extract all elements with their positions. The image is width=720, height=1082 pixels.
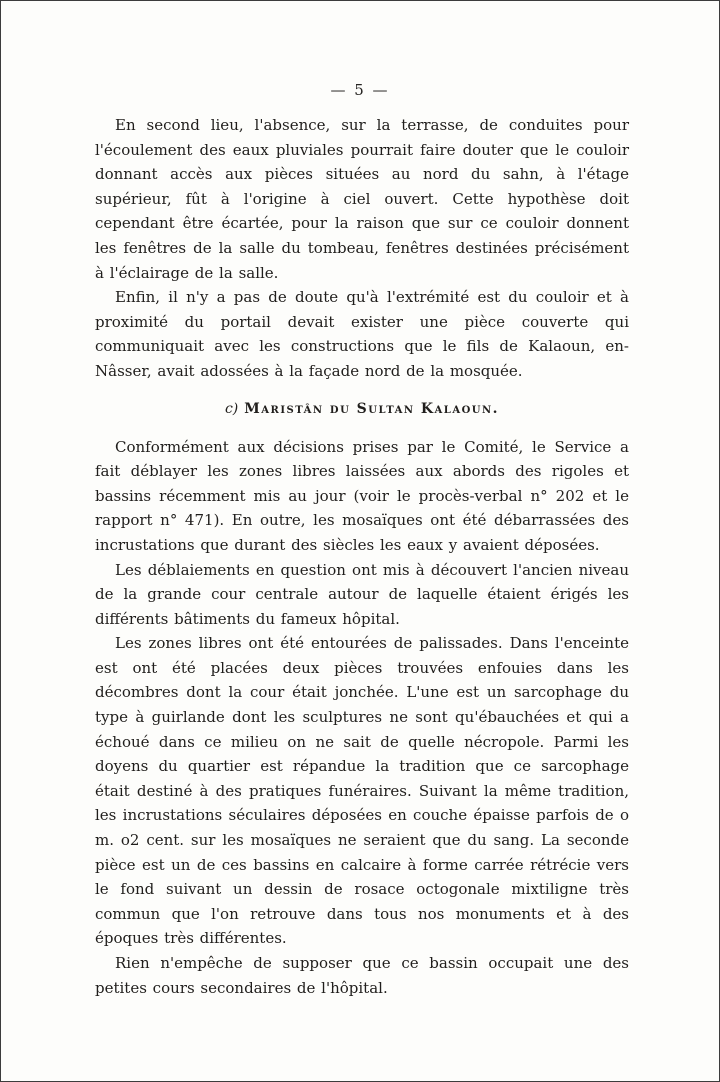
paragraph: Les déblaiements en question ont mis à découvert l'ancien niveau de la grande cour centrale autour de laquelle étaient érigés les différents bâtiments du fameux hôpital. xyxy=(95,560,629,628)
paragraph: Les zones libres ont été entourées de palissades. Dans l'enceinte est ont été placées deux pièces trouvées enfouies dans les décombres dont la cour était jonchée. L'une est un sarcophage du type à guirlande dont les sculptures ne sont qu'ébauchées et qui a échoué dans ce milieu on ne sait de quelle nécropole. Parmi les doyens du quartier est répandue la tradition que ce sarcophage était destiné à des pratiques funéraires. Suivant la même tradition, les incrustations séculaires déposées en couche épaisse parfois de o m. o2 cent. sur les mosaïques ne seraient que du sang. La seconde pièce est un de ces bassins en calcaire à forme carrée rétrécie vers le fond suivant un dessin de rosace octogonale mixtiligne très commun que l'on retrouve dans tous nos monuments et à des époques très différentes. xyxy=(95,634,629,948)
paragraph: Enfin, il n'y a pas de doute qu'à l'extrémité est du couloir et à proximité du portail devait exister une pièce couverte qui communiquait avec les constructions que le fils de Kalaoun, en-Nâsser, avait adossées à la façade nord de la mosquée. xyxy=(95,288,629,380)
section-heading-title: Maristân du Sultan Kalaoun. xyxy=(244,400,500,417)
page-number: — 5 — xyxy=(330,81,390,99)
paragraph: En second lieu, l'absence, sur la terrasse, de conduites pour l'écoulement des eaux pluviales pourrait faire douter que le couloir donnant accès aux pièces situées au nord du sahn, à l'étage supérieur, fût à l'origine à ciel ouvert. Cette hypothèse doit cependant être écartée, pour la raison que sur ce couloir donnent les fenêtres de la salle du tombeau, fenêtres destinées précisément à l'éclairage de la salle. xyxy=(95,116,629,282)
paragraph: Conformément aux décisions prises par le Comité, le Service a fait déblayer les zones libres laissées aux abords des rigoles et bassins récemment mis au jour (voir le procès-verbal n° 202 et le rapport n° 471). En outre, les mosaïques ont été débarrassées des incrustations que durant des siècles les eaux y avaient déposées. xyxy=(95,437,629,554)
section-heading xyxy=(95,401,629,417)
paragraph: Rien n'empêche de supposer que ce bassin occupait une des petites cours secondaires de l'hôpital. xyxy=(95,954,629,997)
text-block xyxy=(95,113,629,1000)
section-heading-prefix: c) xyxy=(224,400,239,417)
